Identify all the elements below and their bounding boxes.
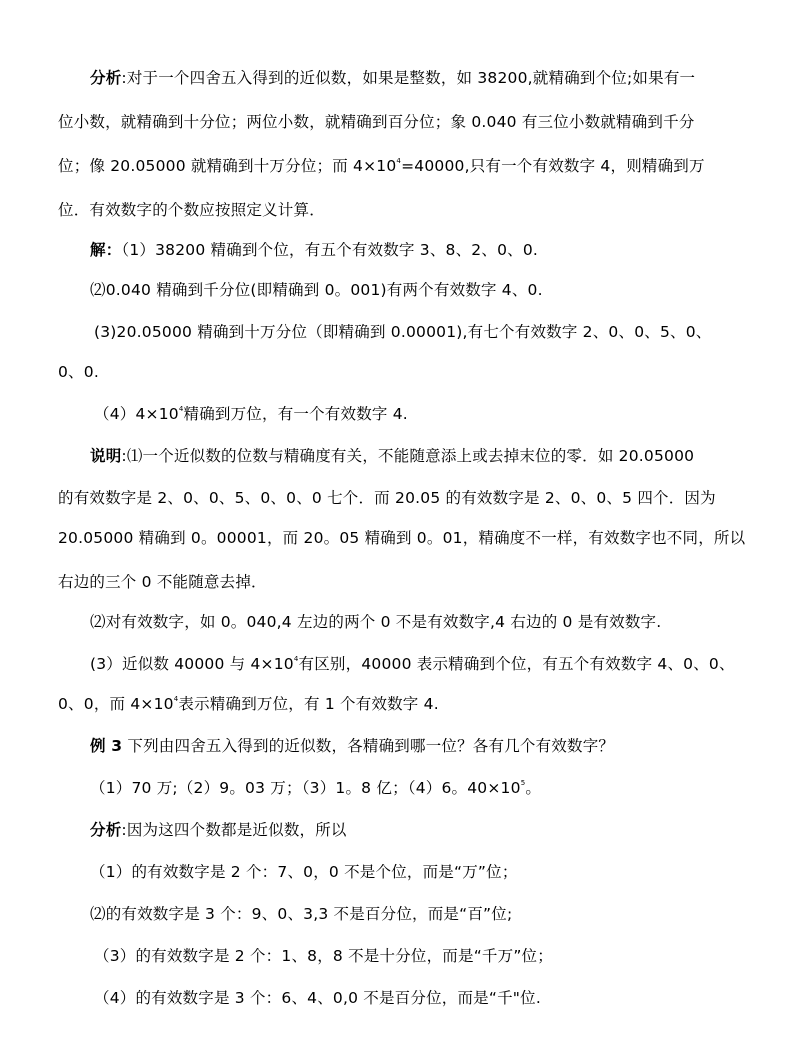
text-span: 0、0，而 4×10 — [58, 695, 174, 713]
text-span: :⑴一个近似数的位数与精确度有关，不能随意添上或去掉末位的零．如 20.05000 — [121, 447, 695, 465]
example-label: 例 3 — [90, 737, 123, 755]
text-span: （1）70 万;（2）9。03 万；（3）1。8 亿；（4）6。40×10 — [90, 779, 521, 797]
analysis2-item-1 — [90, 862, 518, 882]
text-span: 位．有效数字的个数应按照定义计算． — [58, 201, 325, 219]
note-line-7 — [58, 694, 439, 714]
exponent: 4 — [293, 655, 299, 663]
text-span: 的有效数字是 2、0、0、5、0、0、0 七个．而 20.05 的有效数字是 2、0、0、5 四个．因为 — [58, 489, 716, 507]
text-span: 0、0. — [58, 363, 99, 381]
exponent: 4 — [178, 405, 184, 413]
note-line-1 — [90, 446, 694, 466]
example3-items — [90, 778, 541, 798]
analysis2-item-4 — [94, 988, 541, 1008]
solution-line-3b — [58, 362, 99, 382]
text-span: =40000,只有一个有效数字 4，则精确到万 — [401, 157, 705, 175]
text-span: :对于一个四舍五入得到的近似数，如果是整数，如 38200,就精确到个位;如果有一 — [121, 69, 696, 87]
text-span: 有区别，40000 表示精确到个位，有五个有效数字 4、0、0、 — [298, 655, 735, 673]
text-span: 表示精确到万位，有 1 个有效数字 4. — [178, 695, 439, 713]
analysis2-intro — [90, 820, 347, 840]
exponent: 4 — [173, 695, 179, 703]
solution-line-3 — [94, 322, 711, 342]
analysis-line-2 — [58, 112, 695, 132]
example3-question — [90, 736, 614, 756]
solution-label: 解： — [90, 241, 122, 259]
analysis-label: 分析 — [90, 821, 122, 839]
solution-line-1 — [90, 240, 538, 260]
text-span: （1）38200 精确到个位，有五个有效数字 3、8、2、0、0. — [121, 241, 539, 259]
text-span: 。 — [525, 779, 542, 797]
text-span: :因为这四个数都是近似数，所以 — [121, 821, 347, 839]
analysis-label: 分析 — [90, 69, 122, 87]
note-label: 说明 — [90, 447, 122, 465]
note-line-3 — [58, 528, 745, 548]
text-span: ⑵对有效数字，如 0。040,4 左边的两个 0 不是有效数字,4 右边的 0 是有效数字. — [90, 613, 662, 631]
text-span: 位小数，就精确到十分位；两位小数，就精确到百分位；象 0.040 有三位小数就精确到千分 — [58, 113, 695, 131]
solution-line-4 — [94, 404, 408, 424]
note-line-5 — [90, 612, 661, 632]
text-span: 右边的三个 0 不能随意去掉． — [58, 573, 267, 591]
text-span: （1）的有效数字是 2 个：7、0，0 不是个位，而是“万”位； — [90, 863, 518, 881]
text-span: 下列由四舍五入得到的近似数，各精确到哪一位？各有几个有效数字？ — [122, 737, 615, 755]
text-span: ⑵0.040 精确到千分位(即精确到 0。001)有两个有效数字 4、0. — [90, 281, 543, 299]
analysis-line-3 — [58, 156, 705, 176]
text-span: （3）的有效数字是 2 个：1、8，8 不是十分位，而是“千万”位； — [94, 947, 553, 965]
text-span: 20.05000 精确到 0。00001，而 20。05 精确到 0。01，精确度不一样，有效数字也不同，所以 — [58, 529, 746, 547]
exponent: 4 — [396, 157, 402, 165]
analysis2-item-2 — [90, 904, 512, 924]
text-span: （4）的有效数字是 3 个：6、4、0,0 不是百分位，而是“千"位. — [94, 989, 541, 1007]
text-span: (3）近似数 40000 与 4×10 — [90, 655, 294, 673]
analysis-line-4 — [58, 200, 325, 220]
note-line-6 — [90, 654, 735, 674]
text-span: 精确到万位，有一个有效数字 4. — [183, 405, 408, 423]
text-span: （4）4×10 — [94, 405, 179, 423]
text-span: 位；像 20.05000 就精确到十万分位；而 4×10 — [58, 157, 397, 175]
text-span: ⑵的有效数字是 3 个：9、0、3,3 不是百分位，而是“百”位; — [90, 905, 513, 923]
analysis-line-1 — [90, 68, 695, 88]
exponent: 5 — [520, 779, 526, 787]
text-span: (3)20.05000 精确到十万分位（即精确到 0.00001),有七个有效数字 2、0、0、5、0、 — [94, 323, 712, 341]
note-line-2 — [58, 488, 716, 508]
analysis2-item-3 — [94, 946, 553, 966]
note-line-4 — [58, 572, 267, 592]
solution-line-2 — [90, 280, 543, 300]
